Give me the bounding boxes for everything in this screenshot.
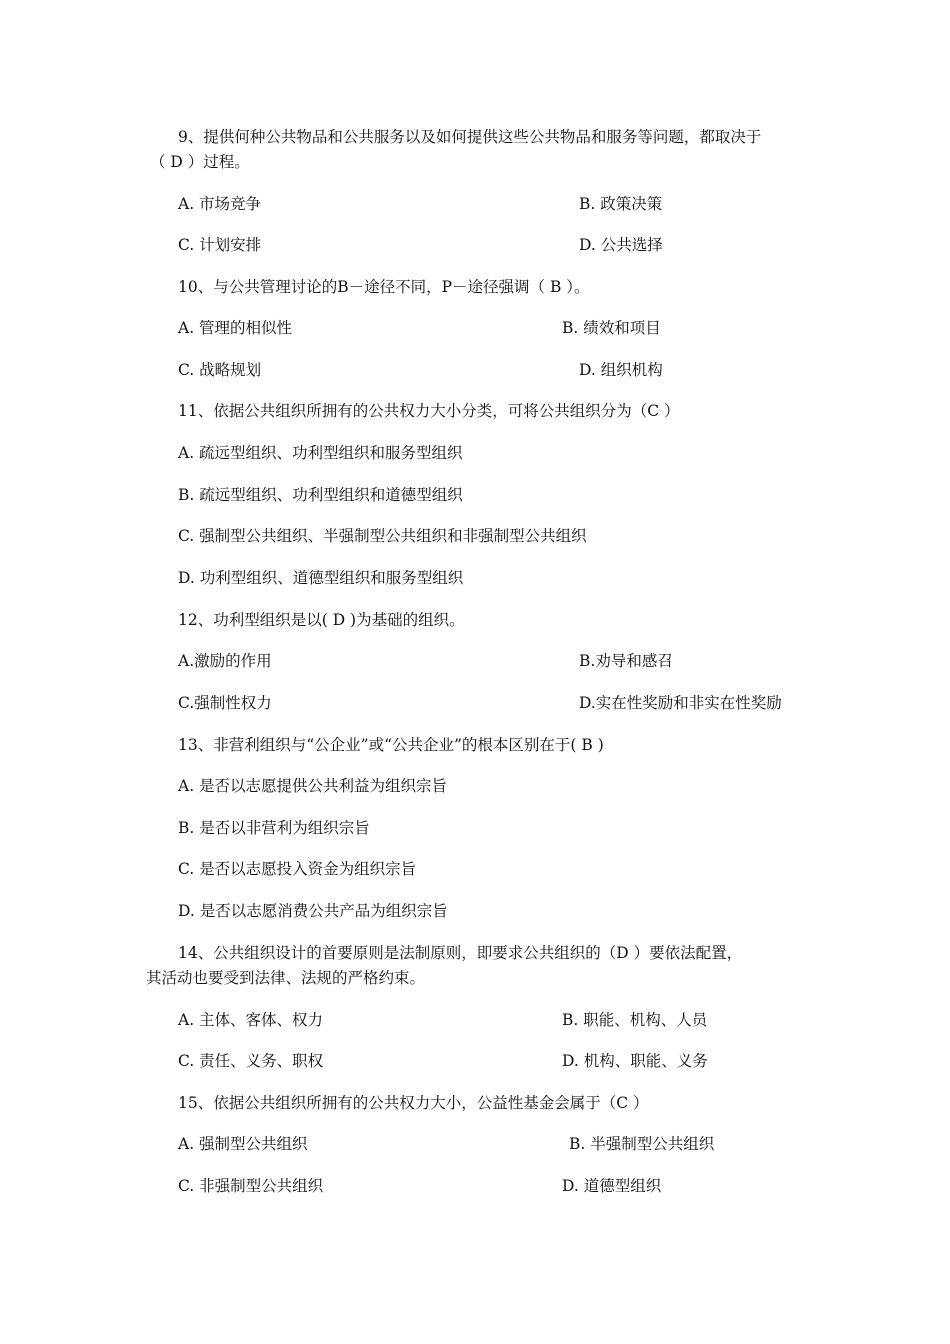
question-13-option-a: A. 是否以志愿提供公共利益为组织宗旨 bbox=[178, 777, 448, 795]
question-12-option-a: A.激励的作用 bbox=[178, 652, 272, 670]
question-14-option-b: B. 职能、机构、人员 bbox=[562, 1011, 708, 1029]
question-14-option-a: A. 主体、客体、权力 bbox=[178, 1011, 324, 1029]
question-12-option-c: C.强制性权力 bbox=[178, 694, 272, 712]
question-10-option-b: B. 绩效和项目 bbox=[562, 319, 661, 337]
question-12-stem: 12、功利型组织是以( D )为基础的组织。 bbox=[178, 611, 465, 629]
question-11-stem: 11、依据公共组织所拥有的公共权力大小分类，可将公共组织分为（C ） bbox=[178, 402, 680, 420]
question-15-option-c: C. 非强制型公共组织 bbox=[178, 1177, 324, 1195]
question-15-stem: 15、依据公共组织所拥有的公共权力大小，公益性基金会属于（C ） bbox=[178, 1094, 649, 1112]
question-13-option-d: D. 是否以志愿消费公共产品为组织宗旨 bbox=[178, 902, 448, 920]
question-13-option-c: C. 是否以志愿投入资金为组织宗旨 bbox=[178, 860, 417, 878]
question-14-option-d: D. 机构、职能、义务 bbox=[562, 1052, 708, 1070]
question-9-stem-line-2: （ D ）过程。 bbox=[150, 153, 250, 171]
question-10-option-c: C. 战略规划 bbox=[178, 361, 262, 379]
question-9-option-c: C. 计划安排 bbox=[178, 236, 262, 254]
question-11-option-d: D. 功利型组织、道德型组织和服务型组织 bbox=[178, 569, 464, 587]
question-14-stem-line-2: 其活动也要受到法律、法规的严格约束。 bbox=[146, 969, 426, 987]
question-11-option-c: C. 强制型公共组织、半强制型公共组织和非强制型公共组织 bbox=[178, 527, 587, 545]
question-9-option-a: A. 市场竞争 bbox=[178, 195, 262, 213]
question-9-option-b: B. 政策决策 bbox=[579, 195, 663, 213]
question-13-stem: 13、非营利组织与“公企业”或“公共企业”的根本区别在于( B ) bbox=[178, 736, 604, 754]
question-10-option-a: A. 管理的相似性 bbox=[178, 319, 293, 337]
question-12-option-d: D.实在性奖励和非实在性奖励 bbox=[579, 694, 782, 712]
question-10-stem: 10、与公共管理讨论的B－途径不同，P－途径强调（ B ）。 bbox=[178, 278, 590, 296]
question-9-option-d: D. 公共选择 bbox=[579, 236, 663, 254]
question-11-option-a: A. 疏远型组织、功利型组织和服务型组织 bbox=[178, 444, 463, 462]
question-15-option-b: B. 半强制型公共组织 bbox=[569, 1135, 715, 1153]
question-14-option-c: C. 责任、义务、职权 bbox=[178, 1052, 324, 1070]
question-9-stem-line-1: 9、提供何种公共物品和公共服务以及如何提供这些公共物品和服务等问题，都取决于 bbox=[178, 128, 762, 146]
question-12-option-b: B.劝导和感召 bbox=[579, 652, 673, 670]
question-11-option-b: B. 疏远型组织、功利型组织和道德型组织 bbox=[178, 486, 463, 504]
question-13-option-b: B. 是否以非营利为组织宗旨 bbox=[178, 819, 370, 837]
question-15-option-d: D. 道德型组织 bbox=[562, 1177, 662, 1195]
question-14-stem-line-1: 14、公共组织设计的首要原则是法制原则，即要求公共组织的（D ）要依法配置， bbox=[178, 944, 743, 962]
question-15-option-a: A. 强制型公共组织 bbox=[178, 1135, 308, 1153]
question-10-option-d: D. 组织机构 bbox=[579, 361, 663, 379]
